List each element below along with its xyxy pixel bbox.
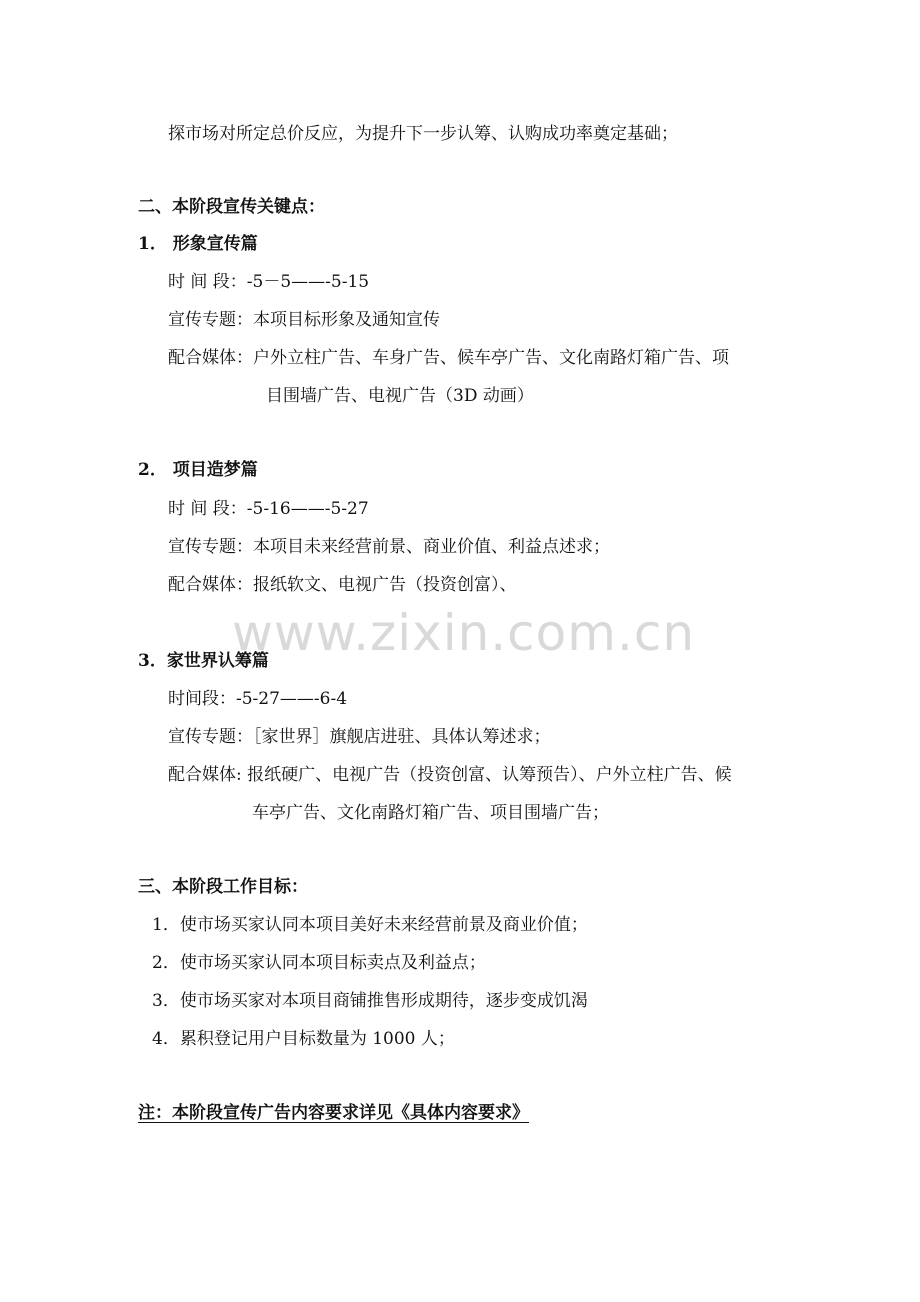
phase3-topic: 宣传专题：［家世界］旗舰店进驻、具体认筹述求； — [168, 727, 551, 747]
phase2-media-line1: 配合媒体：报纸软文、电视广告（投资创富）、 — [168, 575, 517, 595]
phase2-topic: 宣传专题：本项目未来经营前景、商业价值、利益点述求； — [168, 537, 610, 557]
note: 注：本阶段宣传广告内容要求详见《具体内容要求》 — [138, 1103, 529, 1123]
phase3-title: 3．家世界认筹篇 — [138, 651, 269, 671]
section2-heading: 二、本阶段宣传关键点： — [138, 197, 325, 217]
phase1-media-line2: 目围墙广告、电视广告（3D 动画） — [266, 386, 534, 406]
phase3-time: 时间段：-5-27——-6-4 — [168, 689, 348, 709]
phase1-media-line1: 配合媒体：户外立柱广告、车身广告、候车亭广告、文化南路灯箱广告、项 — [168, 348, 729, 368]
goal-item: 2．使市场买家认同本项目标卖点及利益点； — [152, 953, 486, 973]
goal-item: 3．使市场买家对本项目商铺推售形成期待，逐步变成饥渴 — [152, 991, 588, 1011]
phase1-time: 时 间 段：-5－5——-5-15 — [168, 272, 370, 292]
phase3-media-line2: 车亭广告、文化南路灯箱广告、项目围墙广告； — [252, 803, 609, 823]
goal-item: 1．使市场买家认同本项目美好未来经营前景及商业价值； — [152, 915, 588, 935]
phase2-title: 2． 项目造梦篇 — [138, 460, 258, 480]
phase1-title: 1． 形象宣传篇 — [138, 234, 258, 254]
section3-heading: 三、本阶段工作目标： — [138, 877, 308, 897]
intro-line: 探市场对所定总价反应，为提升下一步认筹、认购成功率奠定基础； — [168, 124, 678, 144]
goal-item: 4．累积登记用户目标数量为 1000 人； — [152, 1029, 455, 1049]
phase2-time: 时 间 段：-5-16——-5-27 — [168, 499, 369, 519]
phase1-topic: 宣传专题：本项目标形象及通知宣传 — [168, 310, 440, 330]
phase3-media-line1: 配合媒体: 报纸硬广、电视广告（投资创富、认筹预告）、户外立柱广告、候 — [168, 765, 732, 785]
watermark: www.zixin.com.cn — [232, 604, 696, 662]
